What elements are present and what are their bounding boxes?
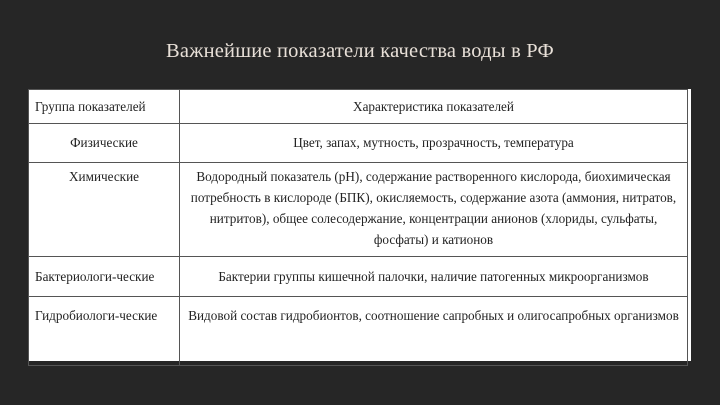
- indicators-table-container: [28, 89, 691, 361]
- row-description: Бактерии группы кишечной палочки, наличие патогенных микроорганизмов: [180, 257, 688, 297]
- table-header-row: [29, 90, 688, 124]
- table-right-margin: [688, 89, 691, 361]
- row-group: Физические: [29, 124, 180, 163]
- row-group: Бактериологи-ческие: [29, 257, 180, 297]
- row-group: Химические: [29, 163, 180, 257]
- header-group: Группа показателей: [29, 90, 180, 124]
- row-description: Цвет, запах, мутность, прозрачность, температура: [180, 124, 688, 163]
- header-characteristic: Характеристика показателей: [180, 90, 688, 124]
- table-row: [29, 163, 688, 257]
- row-group: Гидробиологи-ческие: [29, 297, 180, 366]
- table-row: [29, 257, 688, 297]
- row-description: Видовой состав гидробионтов, соотношение сапробных и олигосапробных организмов: [180, 297, 688, 366]
- slide-title: Важнейшие показатели качества воды в РФ: [166, 40, 554, 62]
- table-row: [29, 124, 688, 163]
- row-description: Водородный показатель (рН), содержание растворенного кислорода, биохимическая потребность в кислороде (БПК), окисляемость, содержание азота (аммония, нитратов, нитритов), общее солесодержание, концентрации анионов (хлориды, сульфаты, фосфаты) и катионов: [180, 163, 688, 257]
- indicators-table: [28, 89, 688, 366]
- table-row: [29, 297, 688, 366]
